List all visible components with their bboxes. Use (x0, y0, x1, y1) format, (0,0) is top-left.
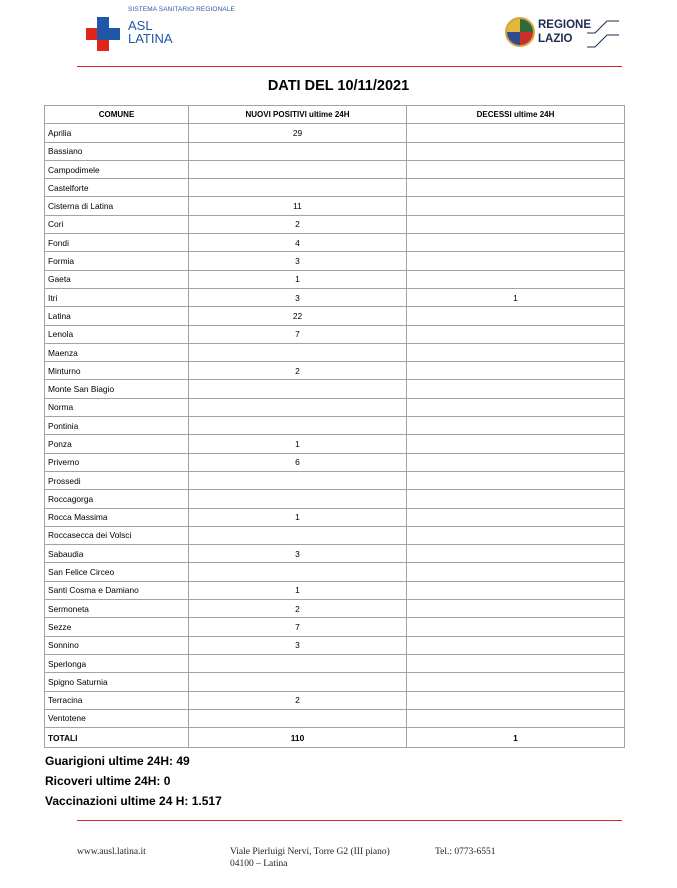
table-row (45, 545, 625, 563)
cell-positivi: 7 (189, 325, 407, 343)
medical-cross-icon (86, 17, 120, 51)
cell-decessi (407, 545, 625, 563)
cell-decessi (407, 654, 625, 672)
cell-positivi: 11 (189, 197, 407, 215)
cell-decessi (407, 252, 625, 270)
cell-decessi (407, 197, 625, 215)
cell-comune: Prossedi (45, 471, 189, 489)
table-row (45, 380, 625, 398)
data-table (44, 105, 625, 748)
cell-positivi: 1 (189, 435, 407, 453)
cell-decessi (407, 709, 625, 727)
column-header-decessi: DECESSI ultime 24H (407, 106, 625, 124)
cell-comune: Terracina (45, 691, 189, 709)
cell-comune: Sonnino (45, 636, 189, 654)
table-row (45, 709, 625, 727)
table-row (45, 453, 625, 471)
cell-decessi (407, 234, 625, 252)
header-divider (77, 66, 622, 67)
cell-decessi (407, 691, 625, 709)
cell-comune: Campodimele (45, 160, 189, 178)
table-row (45, 691, 625, 709)
page-title: DATI DEL 10/11/2021 (267, 78, 410, 94)
footer-address-line2: 04100 – Latina (230, 859, 288, 869)
cell-decessi (407, 325, 625, 343)
cell-decessi (407, 435, 625, 453)
cell-positivi (189, 398, 407, 416)
totals-decessi: 1 (407, 728, 625, 748)
cell-decessi (407, 398, 625, 416)
cell-positivi (189, 709, 407, 727)
footer-phone: Tel.: 0773-6551 (435, 847, 496, 857)
cell-positivi: 1 (189, 270, 407, 288)
cell-decessi (407, 380, 625, 398)
table-row (45, 417, 625, 435)
cell-positivi (189, 179, 407, 197)
lazio-line1: REGIONE (538, 19, 592, 31)
cell-comune: Bassiano (45, 142, 189, 160)
cell-comune: Priverno (45, 453, 189, 471)
cell-decessi (407, 307, 625, 325)
cell-positivi: 2 (189, 362, 407, 380)
cell-positivi (189, 654, 407, 672)
table-row (45, 270, 625, 288)
footer-address-line1: Viale Pierluigi Nervi, Torre G2 (III piano) (230, 847, 390, 857)
cell-positivi (189, 142, 407, 160)
cell-comune: Roccagorga (45, 490, 189, 508)
column-header-positivi: NUOVI POSITIVI ultime 24H (189, 106, 407, 124)
cell-comune: Cori (45, 215, 189, 233)
table-row (45, 600, 625, 618)
cell-positivi (189, 526, 407, 544)
cell-positivi (189, 160, 407, 178)
cell-comune: Ventotene (45, 709, 189, 727)
cell-positivi (189, 343, 407, 361)
table-row (45, 215, 625, 233)
cell-comune: Sabaudia (45, 545, 189, 563)
table-row (45, 325, 625, 343)
lazio-lines-icon (587, 19, 619, 49)
table-row (45, 362, 625, 380)
cell-positivi: 3 (189, 288, 407, 306)
cell-decessi (407, 215, 625, 233)
cell-decessi (407, 179, 625, 197)
table-header-row (45, 106, 625, 124)
table-row (45, 343, 625, 361)
totals-label: TOTALI (45, 728, 189, 748)
table-row (45, 471, 625, 489)
cell-positivi (189, 563, 407, 581)
lazio-text (538, 18, 591, 46)
cell-positivi: 3 (189, 545, 407, 563)
table-row (45, 581, 625, 599)
cell-comune: Spigno Saturnia (45, 673, 189, 691)
table-row (45, 673, 625, 691)
cell-comune: Cisterna di Latina (45, 197, 189, 215)
table-row (45, 490, 625, 508)
footer-website[interactable]: www.ausl.latina.it (77, 847, 146, 857)
cell-decessi (407, 362, 625, 380)
cell-decessi (407, 343, 625, 361)
table-row (45, 142, 625, 160)
cell-comune: Fondi (45, 234, 189, 252)
table-row (45, 563, 625, 581)
table-row (45, 197, 625, 215)
cell-decessi (407, 453, 625, 471)
footer-address (230, 846, 390, 870)
asl-latina-logo (86, 6, 286, 56)
table-row (45, 654, 625, 672)
cell-comune: Ponza (45, 435, 189, 453)
asl-subtitle: SISTEMA SANITARIO REGIONALE (128, 6, 235, 13)
cell-comune: Itri (45, 288, 189, 306)
cell-decessi (407, 142, 625, 160)
table-row (45, 124, 625, 142)
cell-comune: Gaeta (45, 270, 189, 288)
cell-comune: Maenza (45, 343, 189, 361)
ricoveri-text: Ricoveri ultime 24H: 0 (45, 774, 171, 788)
lazio-seal-icon (505, 17, 535, 47)
cell-comune: Minturno (45, 362, 189, 380)
cell-decessi (407, 471, 625, 489)
table-row (45, 252, 625, 270)
cell-decessi (407, 636, 625, 654)
cell-comune: Rocca Massima (45, 508, 189, 526)
table-row (45, 179, 625, 197)
cell-comune: Roccasecca dei Volsci (45, 526, 189, 544)
asl-name (128, 19, 173, 45)
cell-comune: Norma (45, 398, 189, 416)
cell-positivi: 3 (189, 636, 407, 654)
cell-decessi (407, 618, 625, 636)
cell-comune: Pontinia (45, 417, 189, 435)
cell-comune: Monte San Biagio (45, 380, 189, 398)
asl-name-line1: ASL (128, 18, 153, 33)
cell-positivi (189, 380, 407, 398)
cell-positivi: 6 (189, 453, 407, 471)
table-row (45, 636, 625, 654)
cell-comune: Castelforte (45, 179, 189, 197)
cell-decessi: 1 (407, 288, 625, 306)
regione-lazio-logo (505, 17, 625, 51)
guarigioni-text: Guarigioni ultime 24H: 49 (45, 754, 190, 768)
cell-comune: Latina (45, 307, 189, 325)
cell-positivi: 4 (189, 234, 407, 252)
cell-comune: Sperlonga (45, 654, 189, 672)
table-row (45, 234, 625, 252)
table-row (45, 526, 625, 544)
cell-positivi (189, 673, 407, 691)
cell-comune: Sezze (45, 618, 189, 636)
cell-positivi (189, 471, 407, 489)
cell-positivi (189, 490, 407, 508)
cell-positivi: 1 (189, 508, 407, 526)
lazio-line2: LAZIO (538, 33, 573, 45)
cell-decessi (407, 124, 625, 142)
cell-decessi (407, 508, 625, 526)
cell-comune: San Felice Circeo (45, 563, 189, 581)
cell-comune: Aprilia (45, 124, 189, 142)
table-row (45, 618, 625, 636)
footer-divider (77, 820, 622, 821)
table-row (45, 160, 625, 178)
cell-positivi (189, 417, 407, 435)
cell-positivi: 2 (189, 600, 407, 618)
cell-comune: Santi Cosma e Damiano (45, 581, 189, 599)
cell-positivi: 3 (189, 252, 407, 270)
cell-decessi (407, 526, 625, 544)
vaccinazioni-text: Vaccinazioni ultime 24 H: 1.517 (45, 794, 222, 808)
cell-decessi (407, 673, 625, 691)
table-row (45, 508, 625, 526)
cell-positivi: 2 (189, 691, 407, 709)
asl-name-line2: LATINA (128, 31, 173, 46)
cell-positivi: 1 (189, 581, 407, 599)
cell-comune: Lenola (45, 325, 189, 343)
table-row (45, 307, 625, 325)
totals-positivi: 110 (189, 728, 407, 748)
cell-comune: Formia (45, 252, 189, 270)
cell-decessi (407, 417, 625, 435)
totals-row (45, 728, 625, 748)
column-header-comune: COMUNE (45, 106, 189, 124)
cell-decessi (407, 270, 625, 288)
cell-decessi (407, 160, 625, 178)
cell-decessi (407, 490, 625, 508)
table-row (45, 288, 625, 306)
table-row (45, 435, 625, 453)
cell-decessi (407, 581, 625, 599)
cell-positivi: 22 (189, 307, 407, 325)
cell-decessi (407, 563, 625, 581)
cell-comune: Sermoneta (45, 600, 189, 618)
cell-decessi (407, 600, 625, 618)
cell-positivi: 2 (189, 215, 407, 233)
table-row (45, 398, 625, 416)
cell-positivi: 29 (189, 124, 407, 142)
cell-positivi: 7 (189, 618, 407, 636)
